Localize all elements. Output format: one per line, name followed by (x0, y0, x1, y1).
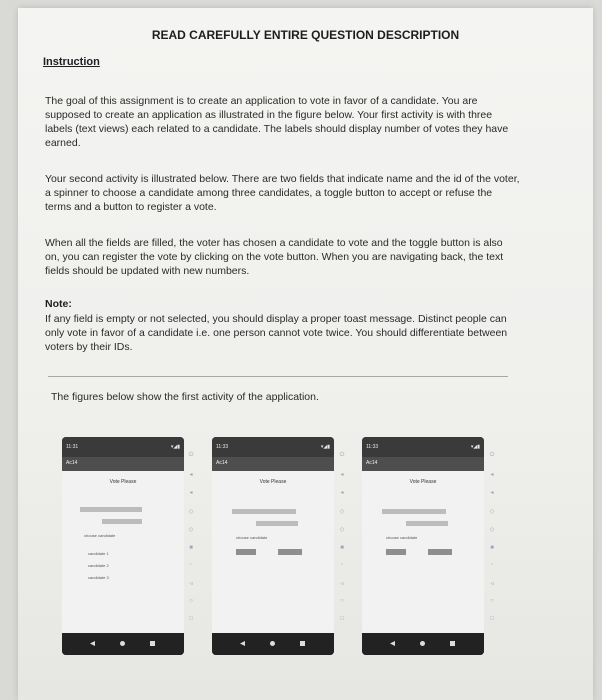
camera-icon[interactable]: ■ (490, 544, 494, 551)
phone-mockup-1 (62, 437, 184, 655)
camera-icon[interactable]: ■ (189, 544, 193, 551)
recents-icon[interactable] (450, 641, 455, 646)
volume-up-icon[interactable]: ◂ (490, 471, 494, 478)
vote-title: Vote Please (109, 479, 137, 485)
back-icon[interactable] (390, 641, 395, 646)
camera-icon[interactable]: ■ (340, 544, 344, 551)
emulator-toolbar-2 (337, 452, 347, 622)
paragraph-goal: The goal of this assignment is to create an application to vote in favor of a candidate. You are supposed to create an application as illustrated in the figure below. Your first activity is with three labels (text views) each related to a candidate. The labels should display number of votes they have earned. (45, 95, 509, 149)
recents-icon[interactable] (150, 641, 155, 646)
power-icon[interactable]: ⏻ (489, 452, 495, 458)
signal-icon: ▾◢▮ (320, 444, 330, 450)
rotate-right-icon[interactable]: ◇ (489, 527, 495, 534)
back-icon[interactable] (240, 641, 245, 646)
terms-toggle[interactable] (236, 549, 256, 555)
overview-icon[interactable]: □ (490, 615, 494, 622)
spinner-option-2[interactable]: candidate 2 (88, 563, 109, 568)
volume-down-icon[interactable]: ◂ (340, 490, 344, 497)
divider (48, 376, 508, 377)
back-icon[interactable]: ◃ (189, 580, 193, 587)
zoom-icon[interactable]: ◦ (490, 562, 494, 569)
phone-mockup-3 (362, 437, 484, 655)
app-title: Aс14 (216, 460, 228, 466)
terms-toggle[interactable] (386, 549, 406, 555)
spinner-option-3[interactable]: candidate 3 (88, 575, 109, 580)
emulator-toolbar-3 (487, 452, 497, 622)
rotate-right-icon[interactable]: ◇ (188, 527, 194, 534)
rotate-icon[interactable]: ◇ (489, 508, 495, 515)
vote-button[interactable] (278, 549, 302, 555)
nav-bar (62, 633, 184, 655)
zoom-icon[interactable]: ◦ (340, 562, 344, 569)
note-heading: Note: (45, 298, 72, 310)
rotate-right-icon[interactable]: ◇ (339, 527, 345, 534)
volume-up-icon[interactable]: ◂ (189, 471, 193, 478)
phone-screen (212, 471, 334, 633)
home-icon[interactable] (120, 641, 125, 646)
volume-up-icon[interactable]: ◂ (340, 471, 344, 478)
back-icon[interactable]: ◃ (490, 580, 494, 587)
rotate-icon[interactable]: ◇ (339, 508, 345, 515)
home-icon[interactable] (420, 641, 425, 646)
vote-title: Vote Please (259, 479, 287, 485)
candidate-spinner[interactable]: choose candidate (84, 533, 116, 538)
power-icon[interactable]: ⏻ (339, 452, 345, 458)
app-title: Aс14 (366, 460, 378, 466)
nav-bar (212, 633, 334, 655)
spinner-option-1[interactable]: candidate 1 (88, 551, 109, 556)
voter-id-field[interactable] (256, 521, 298, 526)
vote-button[interactable] (428, 549, 452, 555)
overview-icon[interactable]: □ (189, 615, 193, 622)
app-bar (362, 457, 484, 471)
rotate-icon[interactable]: ◇ (188, 508, 194, 515)
voter-name-field[interactable] (382, 509, 446, 514)
recents-icon[interactable] (300, 641, 305, 646)
status-bar (212, 437, 334, 457)
document-title: READ CAREFULLY ENTIRE QUESTION DESCRIPTION (151, 28, 460, 42)
home-icon[interactable]: ○ (189, 598, 193, 605)
note-text: If any field is empty or not selected, you should display a proper toast message. Distinct people can only vote in favor of a candidate i.e. one person cannot vote twice. You should differentiate between voters by their IDs. (45, 313, 508, 353)
app-bar (212, 457, 334, 471)
voter-name-field[interactable] (80, 507, 142, 512)
status-time: 11:31 (66, 444, 79, 450)
instruction-heading: Instruction (43, 56, 100, 68)
status-time: 11:33 (216, 444, 229, 450)
paragraph-register-vote: When all the fields are filled, the voter has chosen a candidate to vote and the toggle button is also on, you can register the vote by clicking on the vote button. When you are navigating back, the text fields should be updated with new numbers. (45, 237, 504, 277)
voter-id-field[interactable] (102, 519, 142, 524)
status-bar (362, 437, 484, 457)
signal-icon: ▾◢▮ (470, 444, 480, 450)
home-icon[interactable]: ○ (340, 598, 344, 605)
signal-icon: ▾◢▮ (170, 444, 180, 450)
phone-screen (362, 471, 484, 633)
zoom-icon[interactable]: ◦ (189, 562, 193, 569)
overview-icon[interactable]: □ (340, 615, 344, 622)
home-icon[interactable] (270, 641, 275, 646)
status-bar (62, 437, 184, 457)
app-bar (62, 457, 184, 471)
home-icon[interactable]: ○ (490, 598, 494, 605)
volume-down-icon[interactable]: ◂ (189, 490, 193, 497)
candidate-spinner[interactable]: choose candidate (236, 535, 268, 540)
figures-caption: The figures below show the first activity of the application. (51, 391, 319, 403)
status-time: 11:33 (366, 444, 379, 450)
phone-screen (62, 471, 184, 633)
vote-title: Vote Please (409, 479, 437, 485)
phone-mockup-2 (212, 437, 334, 655)
app-title: Aс14 (66, 460, 78, 466)
paragraph-second-activity: Your second activity is illustrated below. There are two fields that indicate name and the id of the voter, a spinner to choose a candidate among three candidates, a toggle button to accept or refuse the terms and a button to register a vote. (45, 173, 520, 213)
voter-name-field[interactable] (232, 509, 296, 514)
back-icon[interactable]: ◃ (340, 580, 344, 587)
power-icon[interactable]: ⏻ (188, 452, 194, 458)
voter-id-field[interactable] (406, 521, 448, 526)
candidate-spinner[interactable]: choose candidate (386, 535, 418, 540)
emulator-toolbar-1 (186, 452, 196, 622)
back-icon[interactable] (90, 641, 95, 646)
volume-down-icon[interactable]: ◂ (490, 490, 494, 497)
nav-bar (362, 633, 484, 655)
